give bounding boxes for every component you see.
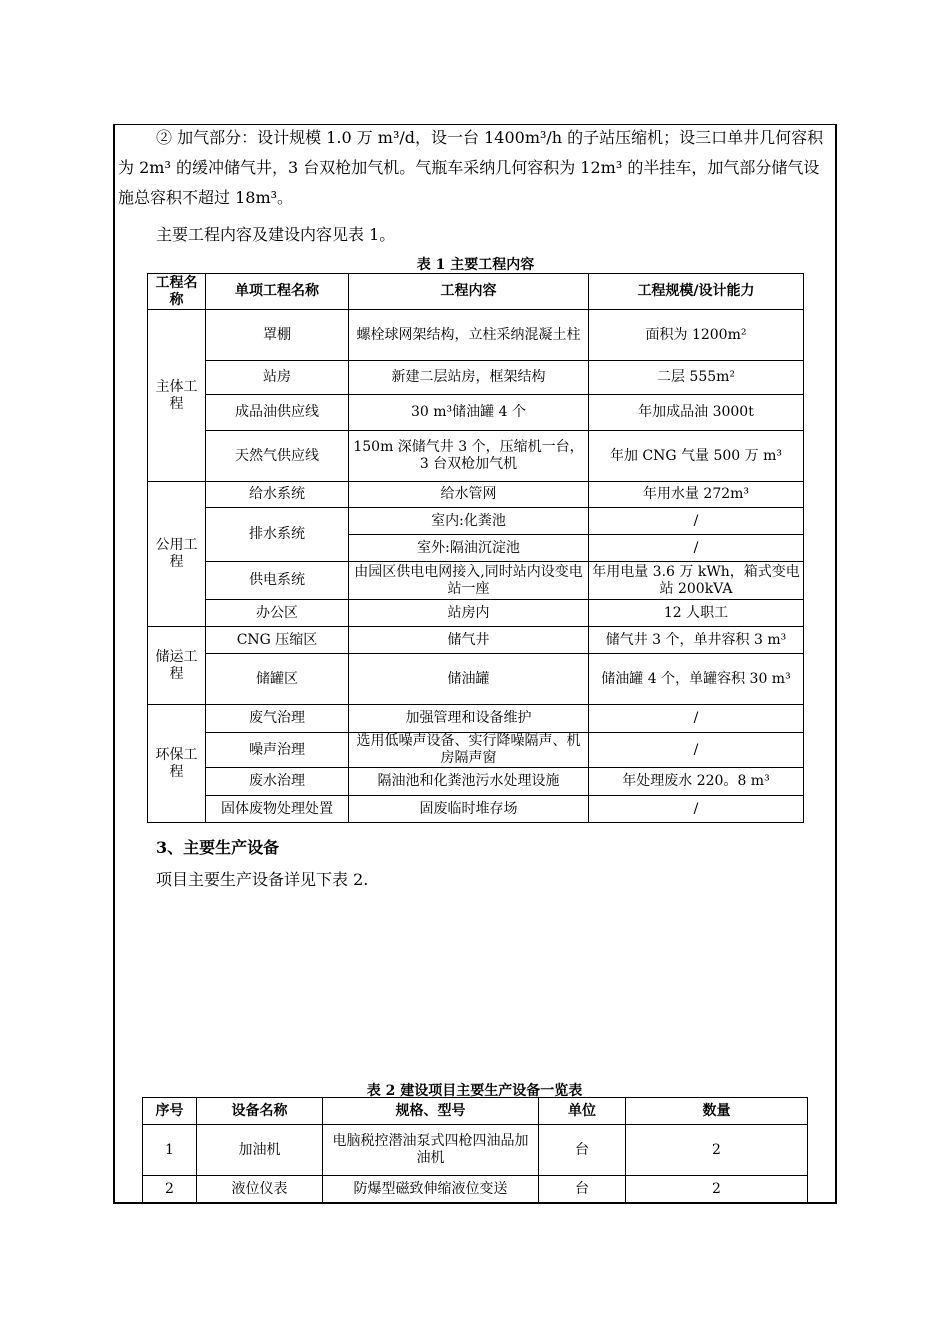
item-cell: 排水系统 bbox=[206, 508, 349, 562]
section-heading: 3、主要生产设备 bbox=[156, 838, 280, 857]
item-cell: 供电系统 bbox=[206, 562, 349, 600]
spec-cell: 防爆型磁致伸缩液位变送 bbox=[323, 1176, 539, 1203]
content-cell: 150m 深储气井 3 个，压缩机一台，3 台双枪加气机 bbox=[349, 431, 589, 482]
content-cell: 30 m³储油罐 4 个 bbox=[349, 395, 589, 431]
header-cell: 工程名称 bbox=[148, 274, 206, 310]
item-cell: CNG 压缩区 bbox=[206, 627, 349, 654]
item-cell: 废水治理 bbox=[206, 768, 349, 796]
item-cell: 办公区 bbox=[206, 600, 349, 627]
scale-cell: / bbox=[589, 705, 804, 733]
scale-cell: 年用电量 3.6 万 kWh，箱式变电站 200kVA bbox=[589, 562, 804, 600]
content-cell: 新建二层站房，框架结构 bbox=[349, 361, 589, 395]
content-cell: 储油罐 bbox=[349, 654, 589, 705]
table-row bbox=[148, 654, 804, 705]
group-cell: 储运工程 bbox=[148, 627, 206, 705]
content-cell: 螺栓球网架结构，立柱采纳混凝土柱 bbox=[349, 310, 589, 361]
item-cell: 成品油供应线 bbox=[206, 395, 349, 431]
scale-cell: / bbox=[589, 733, 804, 768]
table-header-row bbox=[143, 1098, 808, 1125]
header-cell: 设备名称 bbox=[197, 1098, 323, 1125]
spec-cell: 电脑税控潜油泵式四枪四油品加油机 bbox=[323, 1125, 539, 1176]
unit-cell: 台 bbox=[539, 1176, 626, 1203]
table-row bbox=[148, 733, 804, 768]
scale-cell: 年加 CNG 气量 500 万 m³ bbox=[589, 431, 804, 482]
table-row bbox=[148, 361, 804, 395]
scale-cell: 12 人职工 bbox=[589, 600, 804, 627]
paragraph-table-ref: 主要工程内容及建设内容见表 1。 bbox=[156, 225, 396, 244]
table-row bbox=[148, 627, 804, 654]
table-row bbox=[148, 562, 804, 600]
table-row bbox=[143, 1176, 808, 1203]
scale-cell: / bbox=[589, 508, 804, 535]
header-cell: 单位 bbox=[539, 1098, 626, 1125]
qty-cell: 2 bbox=[626, 1125, 808, 1176]
content-cell: 固废临时堆存场 bbox=[349, 796, 589, 823]
item-cell: 给水系统 bbox=[206, 482, 349, 508]
item-cell: 站房 bbox=[206, 361, 349, 395]
paragraph-gas-section: ② 加气部分：设计规模 1.0 万 m³/d，设一台 1400m³/h 的子站压缩机；设三口单井几何容积为 2m³ 的缓冲储气井，3 台双枪加气机。气瓶车采纳几何容积为 12m³ 的半挂车，加气部分储气设施总容积不超过 18m³。 bbox=[118, 128, 824, 207]
group-cell: 主体工程 bbox=[148, 310, 206, 482]
table-row bbox=[143, 1125, 808, 1176]
content-cell: 站房内 bbox=[349, 600, 589, 627]
table-row bbox=[148, 431, 804, 482]
table1-caption: 表 1 主要工程内容 bbox=[416, 257, 535, 273]
scale-cell: 面积为 1200m² bbox=[589, 310, 804, 361]
header-cell: 序号 bbox=[143, 1098, 197, 1125]
qty-cell: 2 bbox=[626, 1176, 808, 1203]
scale-cell: 二层 555m² bbox=[589, 361, 804, 395]
header-cell: 规格、型号 bbox=[323, 1098, 539, 1125]
equipment-table bbox=[142, 1097, 808, 1203]
scale-cell: 年加成品油 3000t bbox=[589, 395, 804, 431]
content-cell: 室外:隔油沉淀池 bbox=[349, 535, 589, 562]
content-cell: 加强管理和设备维护 bbox=[349, 705, 589, 733]
table-row bbox=[148, 310, 804, 361]
name-cell: 液位仪表 bbox=[197, 1176, 323, 1203]
scale-cell: 储油罐 4 个，单罐容积 30 m³ bbox=[589, 654, 804, 705]
header-cell: 单项工程名称 bbox=[206, 274, 349, 310]
name-cell: 加油机 bbox=[197, 1125, 323, 1176]
scale-cell: 年处理废水 220。8 m³ bbox=[589, 768, 804, 796]
content-cell: 隔油池和化粪池污水处理设施 bbox=[349, 768, 589, 796]
paragraph-equipment-ref: 项目主要生产设备详见下表 2. bbox=[156, 870, 369, 889]
item-cell: 噪声治理 bbox=[206, 733, 349, 768]
unit-cell: 台 bbox=[539, 1125, 626, 1176]
content-cell: 给水管网 bbox=[349, 482, 589, 508]
scale-cell: / bbox=[589, 535, 804, 562]
content-cell: 选用低噪声设备、实行降噪隔声、机房隔声窗 bbox=[349, 733, 589, 768]
table-row bbox=[148, 395, 804, 431]
scale-cell: 年用水量 272m³ bbox=[589, 482, 804, 508]
item-cell: 储罐区 bbox=[206, 654, 349, 705]
item-cell: 废气治理 bbox=[206, 705, 349, 733]
table-header-row bbox=[148, 274, 804, 310]
no-cell: 2 bbox=[143, 1176, 197, 1203]
no-cell: 1 bbox=[143, 1125, 197, 1176]
table-row bbox=[148, 768, 804, 796]
header-cell: 工程内容 bbox=[349, 274, 589, 310]
table-row bbox=[148, 508, 804, 535]
table-row bbox=[148, 482, 804, 508]
main-works-table bbox=[147, 273, 804, 823]
header-cell: 数量 bbox=[626, 1098, 808, 1125]
item-cell: 固体废物处理处置 bbox=[206, 796, 349, 823]
scale-cell: / bbox=[589, 796, 804, 823]
content-cell: 室内:化粪池 bbox=[349, 508, 589, 535]
group-cell: 公用工程 bbox=[148, 482, 206, 627]
group-cell: 环保工程 bbox=[148, 705, 206, 823]
header-cell: 工程规模/设计能力 bbox=[589, 274, 804, 310]
item-cell: 天然气供应线 bbox=[206, 431, 349, 482]
scale-cell: 储气井 3 个，单井容积 3 m³ bbox=[589, 627, 804, 654]
table-row bbox=[148, 796, 804, 823]
table2-caption: 表 2 建设项目主要生产设备一览表 bbox=[366, 1083, 583, 1099]
item-cell: 罩棚 bbox=[206, 310, 349, 361]
table-row bbox=[148, 600, 804, 627]
table-row bbox=[148, 705, 804, 733]
content-cell: 由园区供电电网接入,同时站内设变电站一座 bbox=[349, 562, 589, 600]
content-cell: 储气井 bbox=[349, 627, 589, 654]
